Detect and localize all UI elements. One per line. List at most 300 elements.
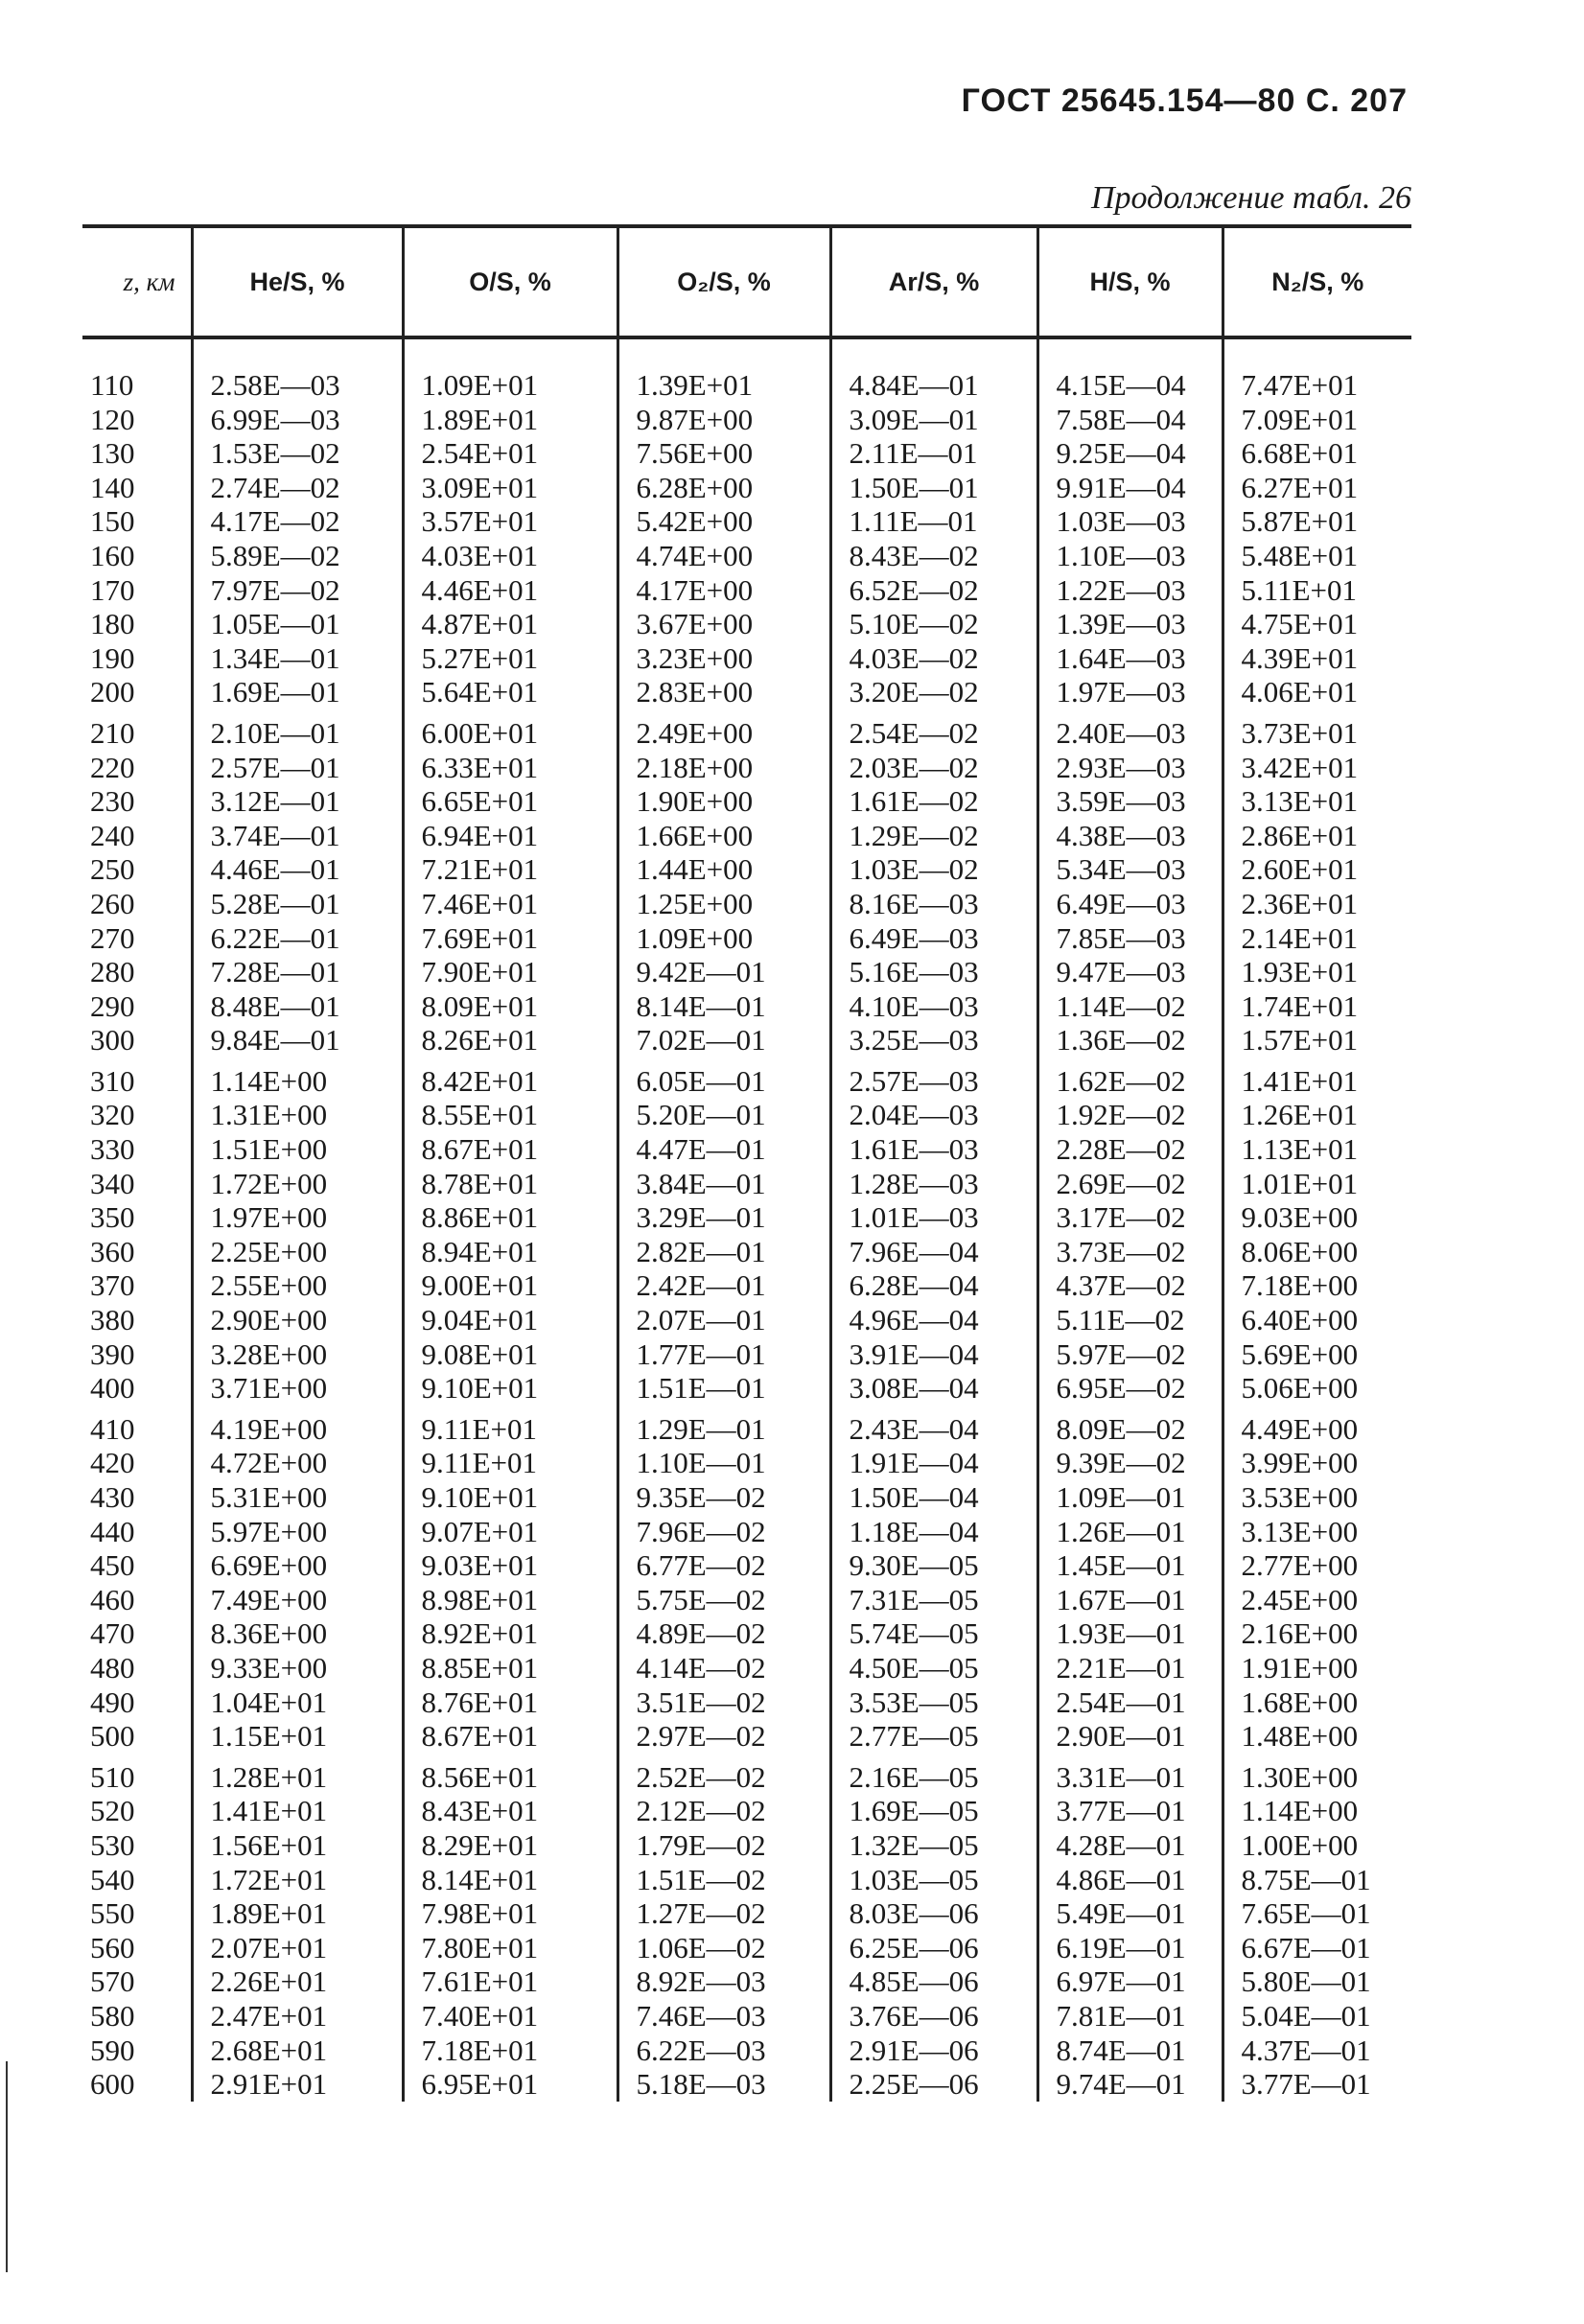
cell-ar: 3.25E—03 [830,1023,1037,1057]
cell-altitude: 340 [90,1166,135,1200]
cell-altitude: 240 [90,818,135,852]
cell-o2: 6.05E—01 [617,1057,830,1099]
cell-ar: 4.84E—01 [830,368,1037,403]
cell-n2: 8.06E+00 [1223,1235,1411,1269]
cell-o2: 1.44E+00 [617,852,830,887]
cell-h: 4.28E—01 [1037,1828,1223,1863]
cell-altitude: 520 [90,1794,135,1828]
cell-altitude: 500 [90,1719,135,1754]
cell-o2: 2.42E—01 [617,1268,830,1303]
cell-he: 2.10E—01 [192,709,403,751]
table-row [82,573,1411,608]
cell-h: 5.11E—02 [1037,1303,1223,1337]
cell-o2: 3.84E—01 [617,1167,830,1201]
cell-he: 4.17E—02 [192,504,403,539]
cell-o2: 5.20E—01 [617,1098,830,1132]
cell-ar: 2.03E—02 [830,751,1037,785]
cell-ar: 2.57E—03 [830,1057,1037,1099]
table-row [82,1828,1411,1863]
cell-h: 8.09E—02 [1037,1406,1223,1447]
cell-n2: 1.14E+00 [1223,1794,1411,1828]
cell-altitude: 230 [90,784,135,819]
data-table [82,224,1411,2102]
cell-o: 7.46E+01 [403,887,617,921]
cell-altitude: 220 [90,750,135,784]
cell-ar: 5.10E—02 [830,607,1037,641]
column-header-altitude: z, км [82,226,192,337]
cell-ar: 1.01E—03 [830,1200,1037,1235]
cell-o2: 1.77E—01 [617,1337,830,1372]
cell-he: 1.41E+01 [192,1794,403,1828]
cell-h: 1.93E—01 [1037,1616,1223,1651]
cell-n2: 6.27E+01 [1223,471,1411,505]
cell-o2: 3.51E—02 [617,1685,830,1720]
cell-o: 8.67E+01 [403,1132,617,1167]
cell-o2: 2.52E—02 [617,1754,830,1795]
cell-h: 2.93E—03 [1037,751,1223,785]
cell-o2: 1.06E—02 [617,1931,830,1965]
cell-n2: 1.68E+00 [1223,1685,1411,1720]
cell-ar: 1.61E—03 [830,1132,1037,1167]
cell-altitude: 190 [90,640,135,675]
cell-o: 8.76E+01 [403,1685,617,1720]
cell-ar: 3.20E—02 [830,675,1037,709]
cell-o: 8.78E+01 [403,1167,617,1201]
cell-h: 1.45E—01 [1037,1548,1223,1583]
cell-n2: 6.67E—01 [1223,1931,1411,1965]
cell-ar: 7.96E—04 [830,1235,1037,1269]
table-row [82,368,1411,403]
cell-o: 8.85E+01 [403,1651,617,1685]
cell-o: 9.11E+01 [403,1446,617,1480]
table-row [82,1200,1411,1235]
cell-he: 1.72E+01 [192,1863,403,1897]
cell-h: 6.49E—03 [1037,887,1223,921]
cell-o2: 2.18E+00 [617,751,830,785]
cell-altitude: 580 [90,1998,135,2033]
cell-ar: 4.10E—03 [830,989,1037,1024]
cell-o: 9.04E+01 [403,1303,617,1337]
cell-o2: 5.42E+00 [617,504,830,539]
cell-altitude: 320 [90,1098,135,1132]
cell-he: 4.19E+00 [192,1406,403,1447]
cell-n2: 1.57E+01 [1223,1023,1411,1057]
data-table-container [82,224,1411,2102]
table-row [82,1794,1411,1828]
cell-h: 5.97E—02 [1037,1337,1223,1372]
cell-o2: 4.74E+00 [617,539,830,573]
cell-h: 7.58E—04 [1037,403,1223,437]
cell-n2: 7.65E—01 [1223,1896,1411,1931]
cell-h: 4.15E—04 [1037,368,1223,403]
cell-altitude: 410 [90,1411,135,1446]
cell-altitude: 150 [90,504,135,539]
cell-altitude: 560 [90,1930,135,1964]
cell-o: 4.03E+01 [403,539,617,573]
cell-o2: 2.83E+00 [617,675,830,709]
cell-n2: 7.47E+01 [1223,368,1411,403]
table-row [82,607,1411,641]
cell-he: 7.49E+00 [192,1583,403,1617]
cell-altitude: 400 [90,1371,135,1406]
table-row [82,751,1411,785]
cell-o2: 8.14E—01 [617,989,830,1024]
cell-h: 6.97E—01 [1037,1964,1223,1999]
cell-o: 9.10E+01 [403,1371,617,1406]
table-row [82,675,1411,709]
cell-o2: 1.29E—01 [617,1406,830,1447]
cell-he: 6.69E+00 [192,1548,403,1583]
cell-o: 1.89E+01 [403,403,617,437]
cell-h: 3.77E—01 [1037,1794,1223,1828]
margin-mark [6,2061,8,2272]
cell-h: 4.37E—02 [1037,1268,1223,1303]
table-row [82,1132,1411,1167]
cell-n2: 2.14E+01 [1223,921,1411,956]
cell-o2: 2.12E—02 [617,1794,830,1828]
cell-n2: 2.36E+01 [1223,887,1411,921]
cell-h: 3.31E—01 [1037,1754,1223,1795]
cell-n2: 4.37E—01 [1223,2034,1411,2068]
cell-ar: 2.11E—01 [830,436,1037,471]
table-row [82,852,1411,887]
cell-o: 7.18E+01 [403,2034,617,2068]
cell-ar: 7.31E—05 [830,1583,1037,1617]
cell-h: 4.86E—01 [1037,1863,1223,1897]
table-row [82,1548,1411,1583]
table-row [82,436,1411,471]
cell-o2: 6.28E+00 [617,471,830,505]
cell-he: 2.57E—01 [192,751,403,785]
cell-o2: 7.46E—03 [617,1999,830,2034]
cell-o: 9.03E+01 [403,1548,617,1583]
cell-altitude: 330 [90,1132,135,1167]
table-row [82,1719,1411,1754]
cell-n2: 2.77E+00 [1223,1548,1411,1583]
table-row [82,1685,1411,1720]
cell-ar: 6.28E—04 [830,1268,1037,1303]
cell-o: 6.00E+01 [403,709,617,751]
cell-he: 2.25E+00 [192,1235,403,1269]
cell-ar: 6.52E—02 [830,573,1037,608]
cell-o: 7.40E+01 [403,1999,617,2034]
cell-n2: 5.87E+01 [1223,504,1411,539]
cell-n2: 4.49E+00 [1223,1406,1411,1447]
cell-n2: 5.69E+00 [1223,1337,1411,1372]
cell-o2: 1.25E+00 [617,887,830,921]
cell-o2: 5.75E—02 [617,1583,830,1617]
cell-n2: 2.86E+01 [1223,819,1411,853]
cell-altitude: 470 [90,1616,135,1651]
cell-n2: 7.09E+01 [1223,403,1411,437]
cell-ar: 4.50E—05 [830,1651,1037,1685]
table-row [82,1167,1411,1201]
cell-n2: 5.80E—01 [1223,1964,1411,1999]
cell-ar: 3.53E—05 [830,1685,1037,1720]
cell-h: 1.67E—01 [1037,1583,1223,1617]
table-row [82,1303,1411,1337]
cell-o: 8.86E+01 [403,1200,617,1235]
cell-altitude: 550 [90,1896,135,1931]
cell-ar: 6.25E—06 [830,1931,1037,1965]
table-row [82,887,1411,921]
cell-altitude: 260 [90,886,135,920]
cell-o: 4.87E+01 [403,607,617,641]
cell-h: 1.22E—03 [1037,573,1223,608]
cell-ar: 1.32E—05 [830,1828,1037,1863]
cell-altitude: 170 [90,572,135,607]
cell-altitude: 460 [90,1582,135,1616]
cell-o2: 8.92E—03 [617,1964,830,1999]
table-row [82,709,1411,751]
cell-n2: 2.60E+01 [1223,852,1411,887]
cell-o: 8.56E+01 [403,1754,617,1795]
cell-altitude: 480 [90,1650,135,1685]
cell-o2: 2.97E—02 [617,1719,830,1754]
cell-h: 9.74E—01 [1037,2067,1223,2102]
cell-h: 2.69E—02 [1037,1167,1223,1201]
cell-he: 5.31E+00 [192,1480,403,1515]
cell-altitude: 440 [90,1514,135,1548]
cell-n2: 1.01E+01 [1223,1167,1411,1201]
table-body [82,337,1411,2102]
cell-he: 2.91E+01 [192,2067,403,2102]
cell-o: 9.08E+01 [403,1337,617,1372]
cell-o2: 3.29E—01 [617,1200,830,1235]
table-row [82,2034,1411,2068]
cell-n2: 1.93E+01 [1223,955,1411,989]
cell-o2: 9.35E—02 [617,1480,830,1515]
cell-ar: 1.29E—02 [830,819,1037,853]
cell-o2: 5.18E—03 [617,2067,830,2102]
cell-n2: 2.45E+00 [1223,1583,1411,1617]
column-header-he: He/S, % [192,226,403,337]
cell-ar: 1.69E—05 [830,1794,1037,1828]
cell-o: 4.46E+01 [403,573,617,608]
table-row [82,921,1411,956]
cell-he: 1.56E+01 [192,1828,403,1863]
cell-altitude: 280 [90,955,135,989]
cell-o: 8.92E+01 [403,1616,617,1651]
table-row [82,1098,1411,1132]
cell-o: 1.09E+01 [403,368,617,403]
cell-o2: 1.51E—01 [617,1371,830,1406]
cell-n2: 5.11E+01 [1223,573,1411,608]
table-row [82,641,1411,676]
cell-o2: 9.42E—01 [617,955,830,989]
cell-ar: 6.49E—03 [830,921,1037,956]
cell-h: 3.59E—03 [1037,784,1223,819]
cell-he: 6.99E—03 [192,403,403,437]
table-row [82,1931,1411,1965]
cell-he: 3.71E+00 [192,1371,403,1406]
cell-altitude: 130 [90,436,135,471]
cell-h: 2.28E—02 [1037,1132,1223,1167]
cell-h: 5.34E—03 [1037,852,1223,887]
cell-altitude: 600 [90,2067,135,2102]
cell-h: 1.10E—03 [1037,539,1223,573]
cell-he: 1.97E+00 [192,1200,403,1235]
cell-o2: 7.96E—02 [617,1515,830,1549]
cell-altitude: 350 [90,1200,135,1235]
cell-n2: 4.75E+01 [1223,607,1411,641]
cell-n2: 3.42E+01 [1223,751,1411,785]
table-row [82,2067,1411,2102]
cell-o2: 1.90E+00 [617,784,830,819]
cell-o2: 4.89E—02 [617,1616,830,1651]
cell-o: 7.61E+01 [403,1964,617,1999]
table-row [82,1651,1411,1685]
cell-n2: 4.06E+01 [1223,675,1411,709]
cell-o2: 1.66E+00 [617,819,830,853]
cell-o: 7.69E+01 [403,921,617,956]
cell-ar: 3.09E—01 [830,403,1037,437]
cell-altitude: 160 [90,538,135,572]
cell-altitude: 310 [90,1063,135,1098]
cell-n2: 1.74E+01 [1223,989,1411,1024]
cell-he: 8.48E—01 [192,989,403,1024]
cell-ar: 2.43E—04 [830,1406,1037,1447]
cell-he: 1.69E—01 [192,675,403,709]
cell-o: 5.27E+01 [403,641,617,676]
cell-altitude: 490 [90,1685,135,1719]
cell-h: 3.17E—02 [1037,1200,1223,1235]
cell-h: 1.64E—03 [1037,641,1223,676]
cell-o: 7.21E+01 [403,852,617,887]
cell-o: 9.11E+01 [403,1406,617,1447]
cell-n2: 3.99E+00 [1223,1446,1411,1480]
cell-n2: 1.91E+00 [1223,1651,1411,1685]
table-row [82,1515,1411,1549]
cell-he: 2.26E+01 [192,1964,403,1999]
cell-h: 1.97E—03 [1037,675,1223,709]
cell-o: 2.54E+01 [403,436,617,471]
table-row [82,1371,1411,1406]
cell-altitude: 390 [90,1336,135,1371]
cell-h: 1.14E—02 [1037,989,1223,1024]
cell-altitude: 300 [90,1023,135,1057]
cell-ar: 1.61E—02 [830,784,1037,819]
cell-he: 4.72E+00 [192,1446,403,1480]
cell-he: 1.72E+00 [192,1167,403,1201]
cell-o: 8.98E+01 [403,1583,617,1617]
cell-he: 2.47E+01 [192,1999,403,2034]
cell-o2: 2.49E+00 [617,709,830,751]
cell-altitude: 530 [90,1827,135,1862]
cell-h: 9.25E—04 [1037,436,1223,471]
cell-he: 1.89E+01 [192,1896,403,1931]
cell-ar: 1.18E—04 [830,1515,1037,1549]
table-spacer-row [82,337,1411,368]
cell-n2: 1.26E+01 [1223,1098,1411,1132]
cell-he: 1.05E—01 [192,607,403,641]
cell-h: 9.47E—03 [1037,955,1223,989]
cell-he: 3.74E—01 [192,819,403,853]
table-row [82,471,1411,505]
cell-o: 8.67E+01 [403,1719,617,1754]
cell-ar: 2.04E—03 [830,1098,1037,1132]
cell-altitude: 420 [90,1446,135,1480]
cell-he: 4.46E—01 [192,852,403,887]
table-row [82,784,1411,819]
cell-o2: 6.22E—03 [617,2034,830,2068]
cell-he: 1.53E—02 [192,436,403,471]
cell-h: 9.39E—02 [1037,1446,1223,1480]
cell-o: 8.09E+01 [403,989,617,1024]
table-row [82,1057,1411,1099]
cell-ar: 1.03E—05 [830,1863,1037,1897]
cell-altitude: 450 [90,1548,135,1583]
cell-o: 7.98E+01 [403,1896,617,1931]
cell-h: 1.36E—02 [1037,1023,1223,1057]
cell-n2: 6.40E+00 [1223,1303,1411,1337]
cell-ar: 1.50E—01 [830,471,1037,505]
cell-n2: 1.48E+00 [1223,1719,1411,1754]
cell-he: 7.97E—02 [192,573,403,608]
cell-ar: 5.16E—03 [830,955,1037,989]
cell-o: 3.57E+01 [403,504,617,539]
cell-he: 5.89E—02 [192,539,403,573]
cell-ar: 8.16E—03 [830,887,1037,921]
cell-h: 7.85E—03 [1037,921,1223,956]
cell-h: 2.21E—01 [1037,1651,1223,1685]
cell-altitude: 270 [90,920,135,955]
cell-o: 8.55E+01 [403,1098,617,1132]
cell-o: 3.09E+01 [403,471,617,505]
cell-he: 1.31E+00 [192,1098,403,1132]
cell-n2: 8.75E—01 [1223,1863,1411,1897]
cell-o2: 6.77E—02 [617,1548,830,1583]
cell-n2: 2.16E+00 [1223,1616,1411,1651]
cell-o: 6.33E+01 [403,751,617,785]
cell-h: 6.19E—01 [1037,1931,1223,1965]
cell-h: 7.81E—01 [1037,1999,1223,2034]
cell-he: 9.33E+00 [192,1651,403,1685]
cell-n2: 5.04E—01 [1223,1999,1411,2034]
cell-ar: 1.91E—04 [830,1446,1037,1480]
cell-he: 3.12E—01 [192,784,403,819]
cell-n2: 4.39E+01 [1223,641,1411,676]
cell-altitude: 140 [90,470,135,504]
table-row [82,539,1411,573]
cell-o2: 1.39E+01 [617,368,830,403]
cell-h: 1.09E—01 [1037,1480,1223,1515]
cell-o: 7.80E+01 [403,1931,617,1965]
table-row [82,1896,1411,1931]
cell-he: 1.51E+00 [192,1132,403,1167]
table-row [82,1754,1411,1795]
cell-h: 8.74E—01 [1037,2034,1223,2068]
cell-n2: 3.77E—01 [1223,2067,1411,2102]
table-row [82,1235,1411,1269]
cell-n2: 6.68E+01 [1223,436,1411,471]
table-row [82,1406,1411,1447]
cell-o2: 4.17E+00 [617,573,830,608]
cell-ar: 1.03E—02 [830,852,1037,887]
cell-n2: 1.41E+01 [1223,1057,1411,1099]
cell-o: 6.95E+01 [403,2067,617,2102]
cell-o2: 4.47E—01 [617,1132,830,1167]
cell-o2: 2.07E—01 [617,1303,830,1337]
cell-ar: 2.77E—05 [830,1719,1037,1754]
table-row [82,1480,1411,1515]
cell-o: 8.43E+01 [403,1794,617,1828]
cell-ar: 2.25E—06 [830,2067,1037,2102]
cell-h: 1.26E—01 [1037,1515,1223,1549]
cell-n2: 5.06E+00 [1223,1371,1411,1406]
cell-ar: 2.16E—05 [830,1754,1037,1795]
cell-ar: 1.50E—04 [830,1480,1037,1515]
